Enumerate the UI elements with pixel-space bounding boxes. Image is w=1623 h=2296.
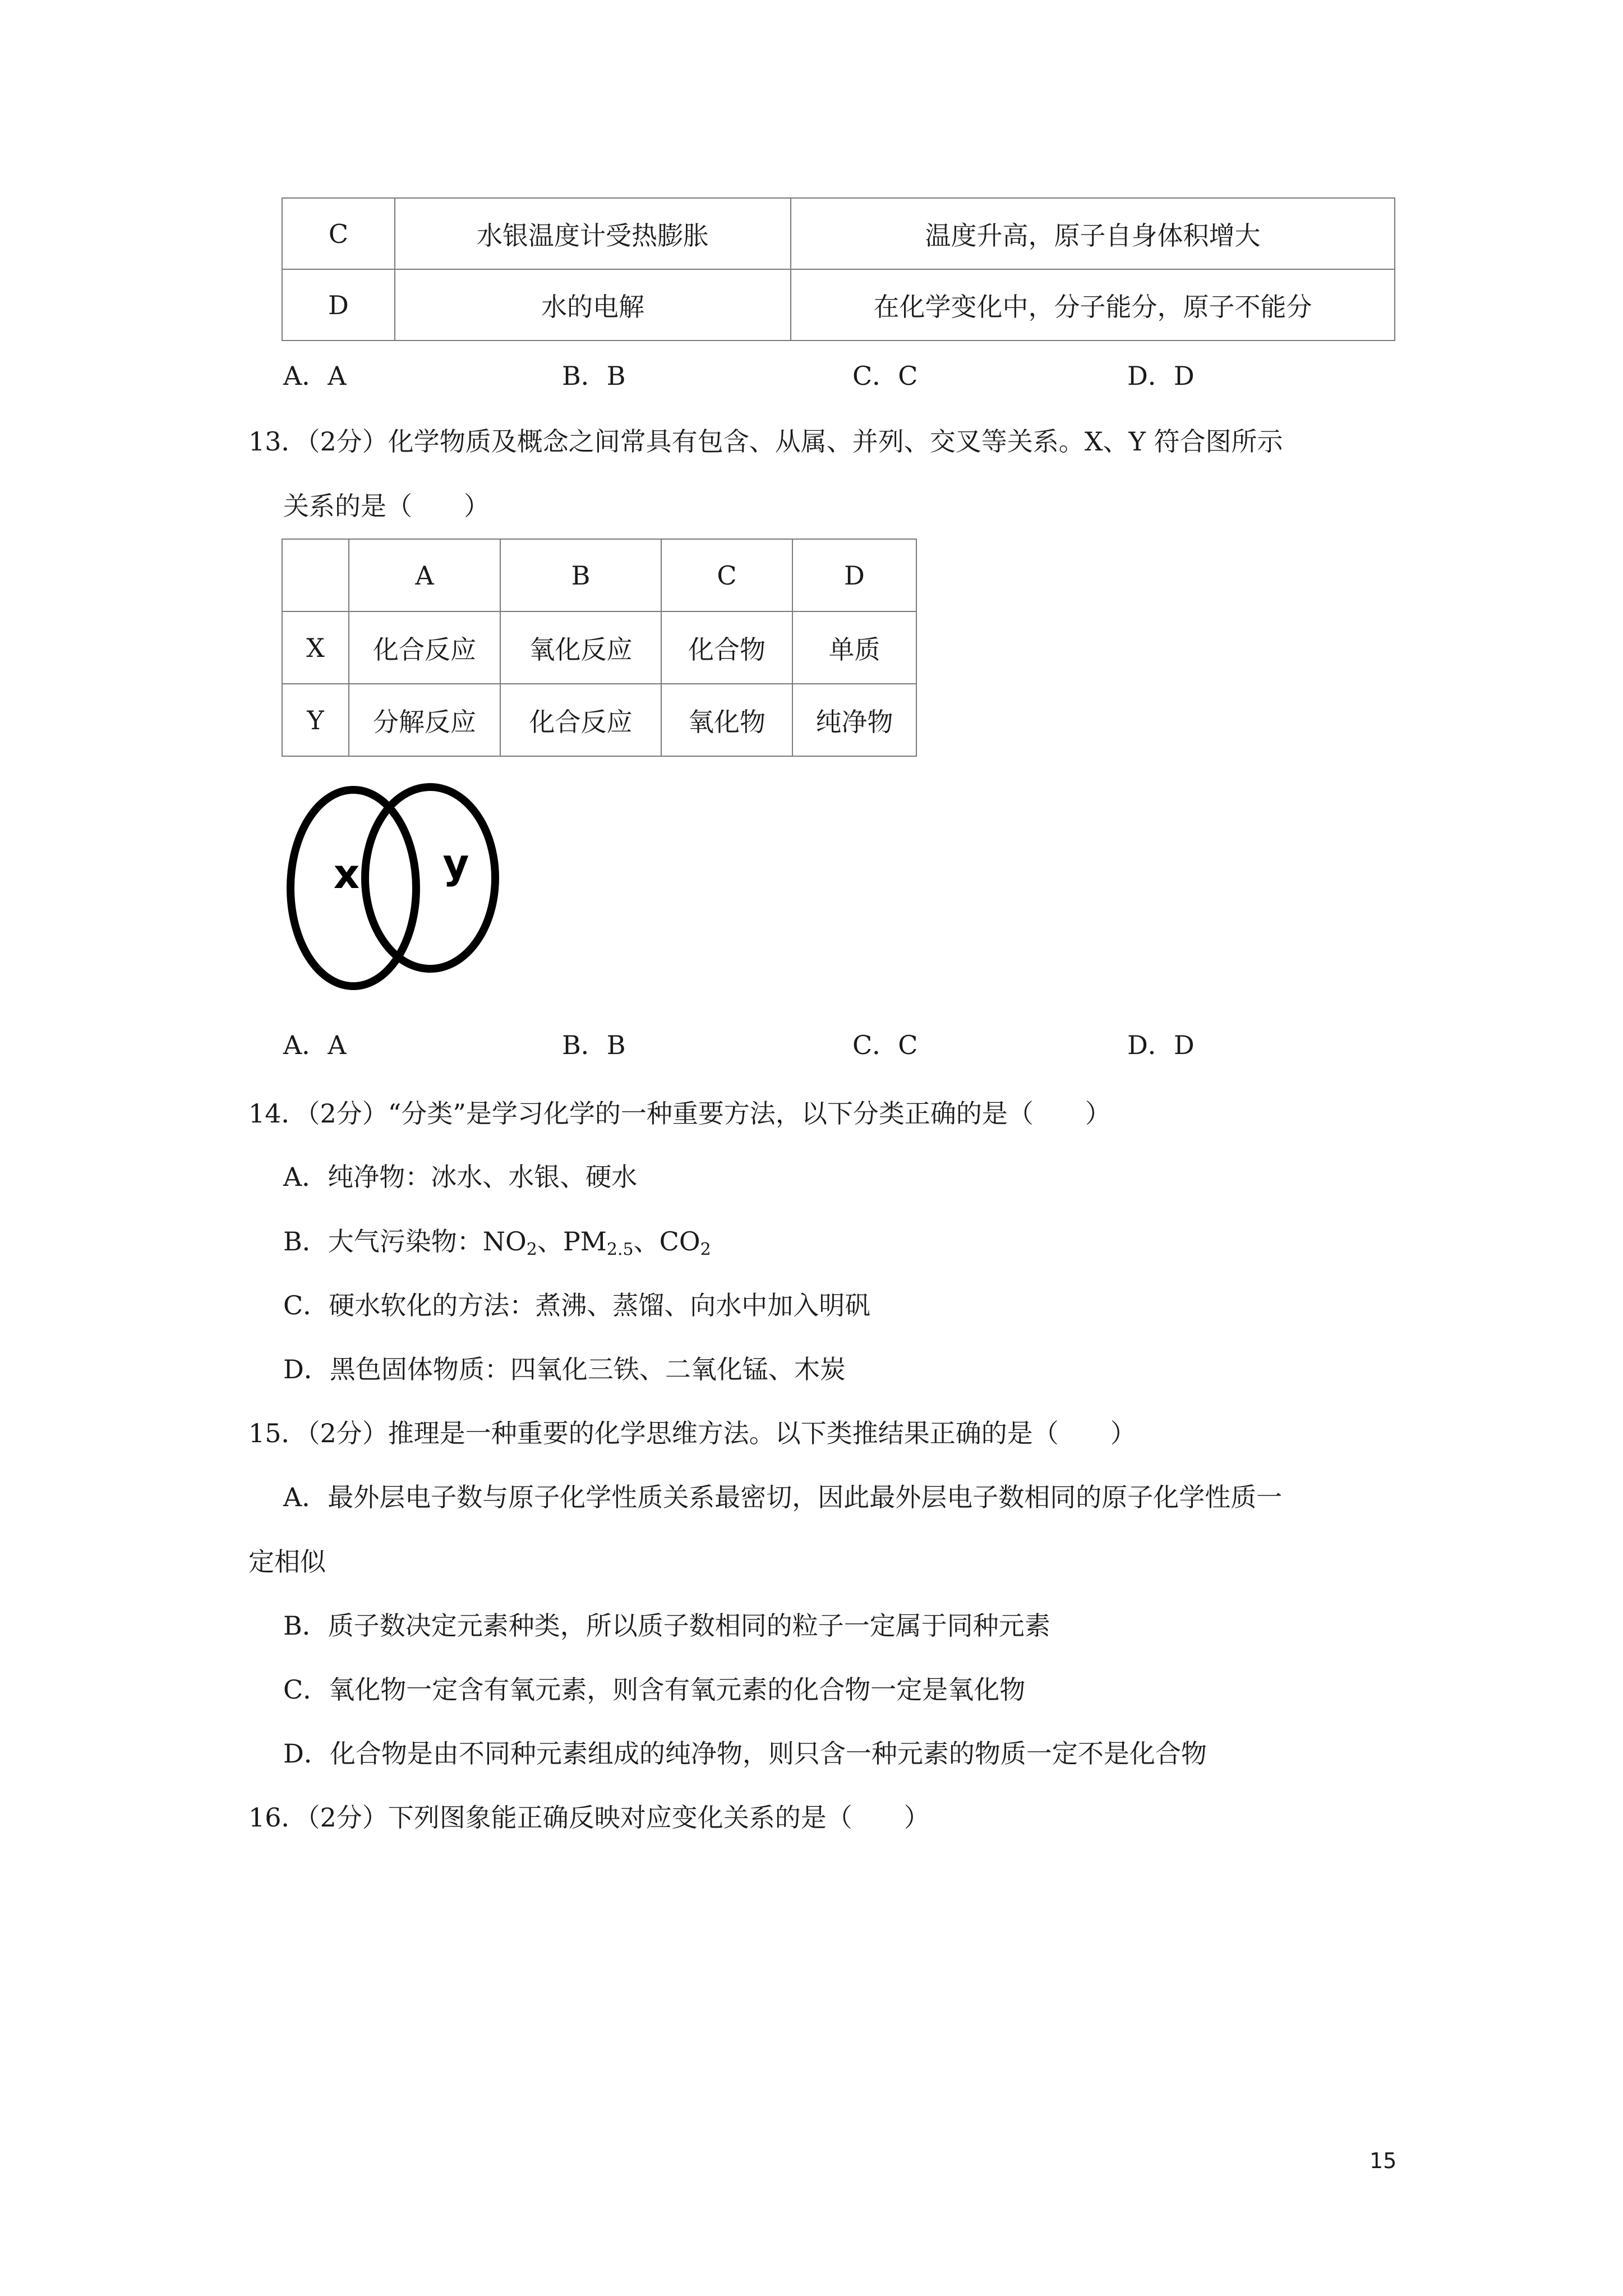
table-cell: X <box>282 611 349 684</box>
table-cell: C <box>282 198 395 269</box>
q15-option-c: C．氧化物一定含有氧元素，则含有氧元素的化合物一定是氧化物 <box>283 1674 1026 1705</box>
table-cell: D <box>792 539 916 611</box>
table-cell: 温度升高，原子自身体积增大 <box>791 198 1395 269</box>
q14-option-b-text2: 、PM <box>537 1226 607 1257</box>
q13-stem-line1: 13．（2分）化学物质及概念之间常具有包含、从属、并列、交叉等关系。X、Y 符合图所示 <box>248 426 1283 457</box>
table-cell: 化合反应 <box>500 684 661 756</box>
table-cell <box>282 539 349 611</box>
q12-option-a: A．A <box>283 361 347 391</box>
q12-option-b: B．B <box>562 361 626 391</box>
page-number: 15 <box>1370 2148 1397 2173</box>
table-cell: 水的电解 <box>395 269 791 341</box>
venn-diagram <box>283 783 508 1002</box>
table-cell: C <box>661 539 792 611</box>
table-cell: D <box>282 269 395 341</box>
q14-option-b-sub3: 2 <box>700 1240 711 1259</box>
q13-stem-line2: 关系的是（ ） <box>283 491 490 521</box>
venn-label-y: y <box>442 840 469 887</box>
q14-option-b-text3: 、CO <box>633 1226 700 1257</box>
q15-option-a-line2: 定相似 <box>248 1547 326 1577</box>
table-cell: 在化学变化中，分子能分，原子不能分 <box>791 269 1395 341</box>
q14-option-b-text1: B．大气污染物：NO <box>283 1226 527 1257</box>
q14-option-b-sub2: 2.5 <box>606 1240 634 1259</box>
table-row <box>282 269 1395 341</box>
q15-stem: 15．（2分）推理是一种重要的化学思维方法。以下类推结果正确的是（ ） <box>248 1418 1136 1448</box>
table-cell: Y <box>282 684 349 756</box>
q14-stem: 14．（2分）“分类”是学习化学的一种重要方法，以下分类正确的是（ ） <box>248 1098 1111 1129</box>
q12-option-c: C．C <box>852 361 918 391</box>
q14-option-b <box>283 1225 711 1267</box>
q12-table <box>282 197 1395 341</box>
table-cell: 氧化物 <box>661 684 792 756</box>
q15-option-d: D．化合物是由不同种元素组成的纯净物，则只含一种元素的物质一定不是化合物 <box>283 1738 1207 1769</box>
q13-option-a: A．A <box>283 1030 347 1060</box>
venn-label-x: x <box>333 850 360 898</box>
table-cell: 化合物 <box>661 611 792 684</box>
table-cell: 氧化反应 <box>500 611 661 684</box>
q14-option-d: D．黑色固体物质：四氧化三铁、二氧化锰、木炭 <box>283 1354 846 1384</box>
q14-option-b-sub1: 2 <box>526 1240 537 1259</box>
table-cell: B <box>500 539 661 611</box>
q13-option-c: C．C <box>852 1030 918 1060</box>
table-row <box>282 684 916 756</box>
table-row <box>282 198 1395 269</box>
table-cell: 单质 <box>792 611 916 684</box>
q14-option-a: A．纯净物：冰水、水银、硬水 <box>283 1162 638 1192</box>
q15-option-a-line1: A．最外层电子数与原子化学性质关系最密切，因此最外层电子数相同的原子化学性质一 <box>283 1482 1283 1512</box>
table-cell: 分解反应 <box>349 684 500 756</box>
q13-table <box>282 539 917 757</box>
q15-option-b: B．质子数决定元素种类，所以质子数相同的粒子一定属于同种元素 <box>283 1611 1050 1641</box>
table-row <box>282 611 916 684</box>
table-cell: 纯净物 <box>792 684 916 756</box>
table-cell: 化合反应 <box>349 611 500 684</box>
venn-circle-y <box>365 787 495 969</box>
table-cell: 水银温度计受热膨胀 <box>395 198 791 269</box>
q12-option-d: D．D <box>1127 361 1195 391</box>
q14-option-c: C．硬水软化的方法：煮沸、蒸馏、向水中加入明矾 <box>283 1290 871 1320</box>
table-row <box>282 539 916 611</box>
q16-stem: 16．（2分）下列图象能正确反映对应变化关系的是（ ） <box>248 1802 930 1833</box>
table-cell: A <box>349 539 500 611</box>
q13-option-d: D．D <box>1127 1030 1195 1060</box>
q13-option-b: B．B <box>562 1030 626 1060</box>
